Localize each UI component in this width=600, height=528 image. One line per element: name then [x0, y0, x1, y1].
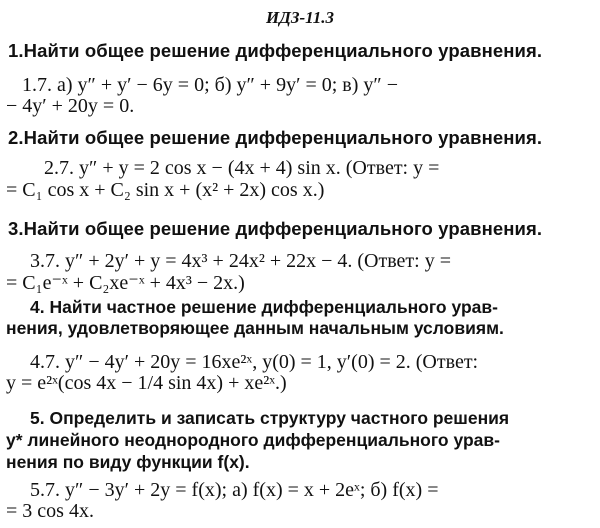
- task3-heading: 3.Найти общее решение дифференциального уравнения.: [8, 218, 543, 239]
- task4-line1: 4. Найти частное решение дифференциального урав-: [30, 297, 498, 317]
- task1-line1: 1.7. а) y″ + y′ − 6y = 0; б) y″ + 9y′ = 0; в) y″ −: [22, 74, 399, 96]
- task1-line2: − 4y′ + 20y = 0.: [6, 95, 135, 117]
- task2-line2: = C₁ cos x + C₂ sin x + (x² + 2x) cos x.): [6, 179, 325, 201]
- task3-line1: 3.7. y″ + 2y′ + y = 4x³ + 24x² + 22x − 4. (Ответ: y =: [30, 250, 451, 272]
- task3-line2: = C₁e⁻ˣ + C₂xe⁻ˣ + 4x³ − 2x.): [6, 272, 245, 294]
- task5-line5: = 3 cos 4x.: [6, 500, 94, 522]
- page-title: ИДЗ-11.3: [266, 8, 334, 27]
- task4-line3: 4.7. y″ − 4y′ + 20y = 16xe²ˣ, y(0) = 1, y′(0) = 2. (Ответ:: [30, 351, 479, 373]
- task5-line1: 5. Определить и записать структуру частного решения: [30, 408, 510, 428]
- task5-line4: 5.7. y″ − 3y′ + 2y = f(x); а) f(x) = x + 2eˣ; б) f(x) =: [30, 479, 439, 501]
- task2-heading: 2.Найти общее решение дифференциального уравнения.: [8, 127, 543, 148]
- task2-line1: 2.7. y″ + y = 2 cos x − (4x + 4) sin x. (Ответ: y =: [44, 157, 440, 179]
- task1-heading: 1.Найти общее решение дифференциального уравнения.: [8, 40, 543, 61]
- task5-line2: y* линейного неоднородного дифференциального урав-: [6, 430, 500, 450]
- task5-line3: нения по виду функции f(x).: [6, 452, 250, 472]
- task4-line2: нения, удовлетворяющее данным начальным условиям.: [6, 318, 504, 338]
- task4-line4: y = e²ˣ(cos 4x − 1/4 sin 4x) + xe²ˣ.): [6, 372, 287, 394]
